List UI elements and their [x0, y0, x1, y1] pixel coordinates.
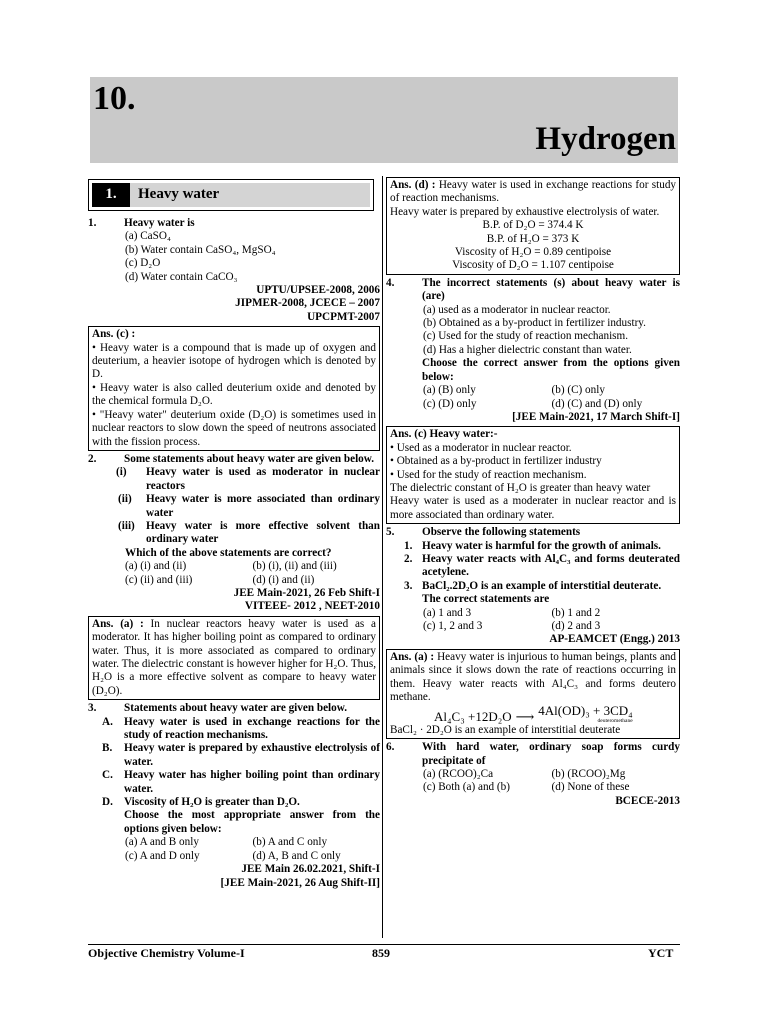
q3-options: (a) A and B only (b) A and C only (c) A and D only (d) A, B and C only — [125, 836, 341, 862]
q3-statement: D. Viscosity of H₂O is greater than D₂O. — [102, 796, 300, 809]
answer-3: Ans. (d) : Heavy water is used in exchange reactions for study of reaction mechanisms. Heavy water is prepared by exhaustive electrolysis of water. B.P. of D₂O = 374.4 K B.P. of H₂O = 373 K Viscosity of H₂O = 0.89 centipoise Viscosity of D₂O = 1.107 centipoise — [386, 177, 680, 275]
question-2: 2. Some statements about heavy water are given below. — [88, 452, 375, 465]
q1-option-c: (c) D₂O — [125, 257, 161, 270]
q1-source: JIPMER-2008, JCECE – 2007 — [235, 297, 380, 310]
section-title: Heavy water — [138, 186, 220, 203]
q5-options: (a) 1 and 3 (b) 1 and 2 (c) 1, 2 and 3 (d) 2 and 3 — [423, 606, 601, 632]
q4-source: [JEE Main-2021, 17 March Shift-I] — [512, 410, 680, 423]
q2-source: VITEEE- 2012 , NEET-2010 — [244, 600, 380, 613]
chapter-title: Hydrogen — [535, 121, 676, 157]
right-column — [386, 177, 680, 808]
reaction-equation: Al₄C₃ +12D₂O ⟶ 4Al(OD)₃ + 3CD₄ deuteromethane — [434, 703, 633, 725]
column-divider — [382, 176, 383, 938]
answer-4: Ans. (c) Heavy water:- • Used as a moderator in nuclear reactor. • Obtained as a by-product in fertilizer industry • Used for the study of reaction mechanism. The dielectric constant of H₂O is greater than heavy water Heavy water is used as a moderater in nuclear reactor and is more associated than ordinary water. — [386, 426, 680, 524]
page-number: 859 — [372, 946, 390, 960]
q3-statement: B. Heavy water is prepared by exhaustive electrolysis of water. — [102, 742, 380, 768]
q3-prompt: Choose the most appropriate answer from the options given below: — [124, 809, 380, 835]
question-5: 5. Observe the following statements — [386, 526, 581, 539]
q5-prompt: The correct statements are — [422, 593, 550, 606]
q4-statement: (c) Used for the study of reaction mechanism. — [423, 330, 629, 343]
q5-statement: 2. Heavy water reacts with Al₄C₃ and forms deuterated acetylene. — [404, 552, 680, 579]
q1-source: UPCPMT-2007 — [307, 310, 380, 323]
question-4: 4. The incorrect statements (s) about heavy water is (are) — [386, 276, 680, 303]
chapter-number: 10. — [93, 80, 136, 117]
q3-statement: A. Heavy water is used in exchange reactions for the study of reaction mechanisms. — [102, 715, 380, 742]
q2-options: (a) (i) and (ii) (b) (i), (ii) and (iii) (c) (ii) and (iii) (d) (i) and (ii) — [125, 560, 337, 586]
q4-statement: (d) Has a higher dielectric constant than water. — [423, 343, 632, 356]
answer-5: Ans. (a) : Heavy water is injurious to human beings, plants and animals since it slows down the rate of reactions occurring in them. Heavy water reacts with Al₄C₃ and forms deutero methane. Al₄C₃ +12D₂O ⟶ 4Al(OD)₃ + 3CD₄ deuteromethane BaCl₂ · 2D₂O is an example of interstitial deuterate — [386, 649, 680, 739]
q3-source: JEE Main 26.02.2021, Shift-I — [241, 863, 380, 876]
q2-source: JEE Main-2021, 26 Feb Shift-I — [233, 586, 380, 599]
footer-rule — [88, 944, 680, 945]
q5-source: AP-EAMCET (Engg.) 2013 — [549, 633, 680, 646]
q3-statement: C. Heavy water has higher boiling point than ordinary water. — [102, 769, 380, 795]
q1-option-d: (d) Water contain CaCO₃ — [125, 270, 238, 283]
question-6: 6. With hard water, ordinary soap forms curdy precipitate of — [386, 741, 680, 767]
answer-1: Ans. (c) : • Heavy water is a compound that is made up of oxygen and deuterium, a heavier isotope of hydrogen which is denoted by D. • Heavy water is also called deuterium oxide and denoted by the chemical formula D₂O. • "Heavy water" deuterium oxide (D₂O) is sometimes used in nuclear reactors to slow down the speed of neutrons associated with the fission process. — [88, 326, 380, 451]
reaction-arrow-icon: ⟶ — [515, 709, 535, 725]
left-column — [88, 177, 380, 890]
q3-source: [JEE Main-2021, 26 Aug Shift-II] — [220, 876, 380, 889]
q2-statement: (ii) Heavy water is more associated than ordinary water — [118, 493, 380, 519]
question-1: 1. Heavy water is — [88, 217, 195, 229]
q1-source: UPTU/UPSEE-2008, 2006 — [256, 284, 380, 297]
q2-statement: (iii) Heavy water is more effective solvent than ordinary water — [118, 519, 380, 546]
q1-option-a: (a) CaSO₄ — [125, 230, 171, 243]
footer-publisher: YCT — [648, 946, 674, 960]
section-number: 1. — [92, 183, 130, 207]
q4-prompt: Choose the correct answer from the options given below: — [422, 357, 680, 383]
chapter-banner — [90, 77, 678, 163]
answer-2: Ans. (a) : In nuclear reactors heavy water is used as a moderator. It has higher boiling point as compared to ordinary water. Thus, it is more associated as compared to ordinary water. The dielectric constant is however higher for H₂O. Thus, H₂O is a more effective solvent as compare to heavy water (D₂O). — [88, 616, 380, 700]
q6-source: BCECE-2013 — [615, 794, 680, 807]
q4-options: (a) (B) only (b) (C) only (c) (D) only (d) (C) and (D) only — [423, 384, 643, 410]
q4-statement: (a) used as a moderator in nuclear reactor. — [423, 303, 611, 316]
section-heading — [88, 179, 374, 211]
q1-option-b: (b) Water contain CaSO₄, MgSO₄ — [125, 243, 276, 256]
q4-statement: (b) Obtained as a by-product in fertilizer industry. — [423, 317, 646, 330]
q6-options: (a) (RCOO)₂Ca (b) (RCOO)₂Mg (c) Both (a) and (b) (d) None of these — [423, 768, 630, 794]
q5-statement: 3. BaCl₂.2D₂O is an example of interstitial deuterate. — [404, 579, 662, 592]
q2-prompt: Which of the above statements are correct? — [125, 546, 332, 559]
question-3: 3. Statements about heavy water are given below. — [88, 702, 348, 715]
q5-statement: 1. Heavy water is harmful for the growth of animals. — [404, 539, 661, 552]
q2-statement: (i) Heavy water is used as moderator in nuclear reactors — [116, 466, 380, 492]
footer-book-title: Objective Chemistry Volume-I — [88, 946, 245, 960]
